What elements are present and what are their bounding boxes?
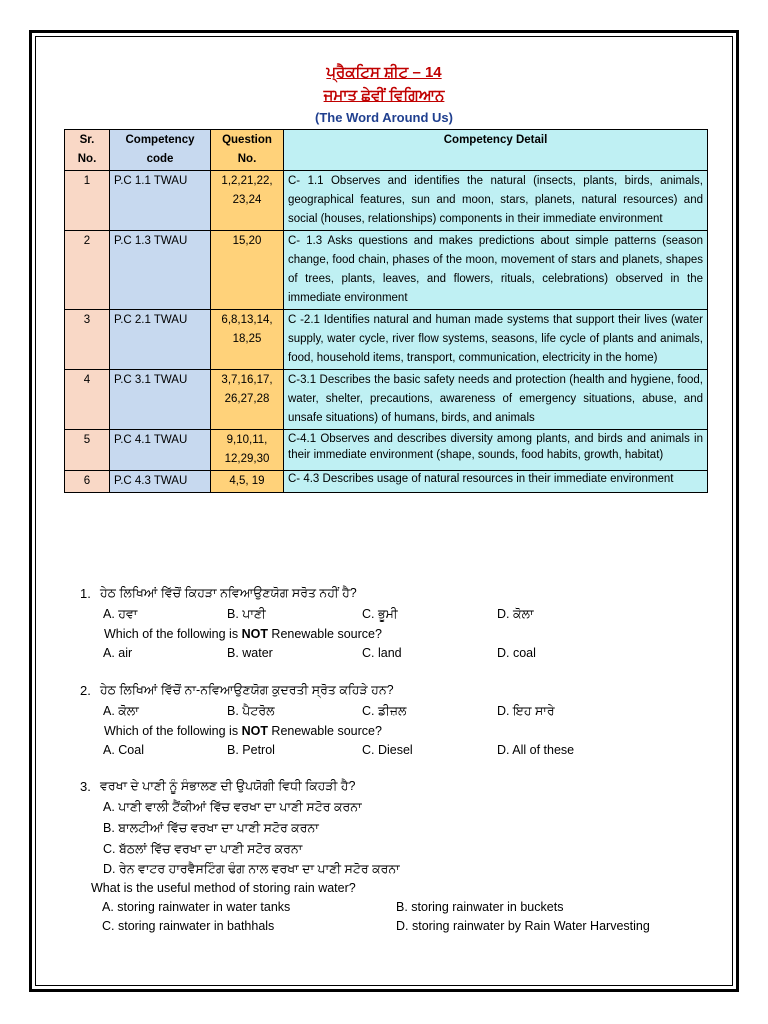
question-1-option-c-english: C. land bbox=[362, 646, 402, 660]
cell-code: P.C 2.1 TWAU bbox=[110, 310, 211, 370]
sheet-title: ਪ੍ਰੈਕਟਿਸ ਸ਼ੀਟ – 14 bbox=[326, 64, 442, 81]
cell-code: P.C 1.3 TWAU bbox=[110, 231, 211, 310]
cell-sr: 3 bbox=[65, 310, 110, 370]
question-3-option-a-punjabi: A. ਪਾਣੀ ਵਾਲੀ ਟੈਂਕੀਆਂ ਵਿੱਚ ਵਰਖਾ ਦਾ ਪਾਣੀ ਸਟੋਰ ਕਰਨਾ bbox=[103, 800, 362, 814]
cell-detail: C- 1.1 Observes and identifies the natural (insects, plants, birds, animals, geographical features, sun and moon, stars, planets, natural resources) and social (houses, relationships) components in their immediate environment bbox=[284, 171, 708, 231]
question-3-text-punjabi: ਵਰਖਾ ਦੇ ਪਾਣੀ ਨੂੰ ਸੰਭਾਲਣ ਦੀ ਉਪਯੋਗੀ ਵਿਧੀ ਕਿਹੜੀ ਹੈ? bbox=[100, 779, 356, 793]
header-competency-detail: Competency Detail bbox=[284, 130, 708, 171]
question-3-option-a-english: A. storing rainwater in water tanks bbox=[102, 900, 291, 914]
question-3-option-d-punjabi: D. ਰੇਨ ਵਾਟਰ ਹਾਰਵੈਸਟਿੰਗ ਢੰਗ ਨਾਲ ਵਰਖਾ ਦਾ ਪਾਣੀ ਸਟੋਰ ਕਰਨਾ bbox=[103, 862, 400, 876]
cell-code: P.C 1.1 TWAU bbox=[110, 171, 211, 231]
question-3-option-b-punjabi: B. ਬਾਲਟੀਆਂ ਵਿੱਚ ਵਰਖਾ ਦਾ ਪਾਣੀ ਸਟੋਰ ਕਰਨਾ bbox=[103, 821, 319, 835]
cell-detail: C-4.1 Observes and describes diversity among plants, and birds and animals in their immediate environment (shape, sounds, food habits, growth, habitat) bbox=[284, 430, 708, 471]
cell-qno: 1,2,21,22, 23,24 bbox=[211, 171, 284, 231]
question-1-option-c-punjabi: C. ਭੂਮੀ bbox=[362, 607, 398, 621]
cell-sr: 2 bbox=[65, 231, 110, 310]
question-2-text-punjabi: ਹੇਠ ਲਿਖਿਆਂ ਵਿੱਚੋਂ ਨਾ-ਨਵਿਆਉਣਯੋਗ ਕੁਦਰਤੀ ਸ੍ਰੋਤ ਕਹਿੜੇ ਹਨ? bbox=[100, 683, 394, 697]
table-row bbox=[65, 171, 708, 231]
question-1-option-d-english: D. coal bbox=[497, 646, 536, 660]
question-2-option-b-english: B. Petrol bbox=[227, 743, 275, 757]
cell-detail: C- 4.3 Describes usage of natural resources in their immediate environment bbox=[284, 471, 708, 493]
question-2-option-a-english: A. Coal bbox=[103, 743, 144, 757]
question-1-number: 1. bbox=[80, 586, 91, 601]
subject-english-title: (The Word Around Us) bbox=[315, 110, 453, 125]
cell-qno: 4,5, 19 bbox=[211, 471, 284, 493]
question-2-option-c-punjabi: C. ਡੀਜ਼ਲ bbox=[362, 704, 407, 718]
competency-table bbox=[64, 129, 708, 493]
question-1-option-a-english: A. air bbox=[103, 646, 133, 660]
question-1-option-b-punjabi: B. ਪਾਣੀ bbox=[227, 607, 266, 621]
table-row bbox=[65, 310, 708, 370]
question-1-text-english: Which of the following is NOT Renewable source? bbox=[104, 627, 382, 641]
cell-detail: C -2.1 Identifies natural and human made systems that support their lives (water supply, water cycle, river flow systems, seasons, life cycle of plants and animals, food, household items, transport, communication, electricity in the home) bbox=[284, 310, 708, 370]
cell-sr: 5 bbox=[65, 430, 110, 471]
question-3-text-english: What is the useful method of storing rain water? bbox=[91, 881, 356, 895]
cell-detail: C-3.1 Describes the basic safety needs and protection (health and hygiene, food, water, shelter, precautions, awareness of emergency situations, abuse, and unsafe situations) of humans, birds, and animals bbox=[284, 370, 708, 430]
cell-sr: 1 bbox=[65, 171, 110, 231]
header-competency-code: Competency code bbox=[110, 130, 211, 171]
cell-sr: 6 bbox=[65, 471, 110, 493]
question-1-option-a-punjabi: A. ਹਵਾ bbox=[103, 607, 138, 621]
cell-code: P.C 3.1 TWAU bbox=[110, 370, 211, 430]
table-row bbox=[65, 231, 708, 310]
cell-qno: 6,8,13,14, 18,25 bbox=[211, 310, 284, 370]
header-question-no: Question No. bbox=[211, 130, 284, 171]
cell-sr: 4 bbox=[65, 370, 110, 430]
question-2-number: 2. bbox=[80, 683, 91, 698]
table-row bbox=[65, 370, 708, 430]
question-2-option-d-punjabi: D. ਇਹ ਸਾਰੇ bbox=[497, 704, 555, 718]
question-3-number: 3. bbox=[80, 779, 91, 794]
cell-qno: 9,10,11, 12,29,30 bbox=[211, 430, 284, 471]
table-header-row bbox=[65, 130, 708, 171]
question-3-option-b-english: B. storing rainwater in buckets bbox=[396, 900, 564, 914]
table-row bbox=[65, 430, 708, 471]
header-sr-no: Sr. No. bbox=[65, 130, 110, 171]
question-3-option-c-punjabi: C. ਬੱਠਲਾਂ ਵਿੱਚ ਵਰਖਾ ਦਾ ਪਾਣੀ ਸਟੋਰ ਕਰਨਾ bbox=[103, 842, 303, 856]
cell-qno: 3,7,16,17, 26,27,28 bbox=[211, 370, 284, 430]
question-1-option-b-english: B. water bbox=[227, 646, 273, 660]
question-2-option-a-punjabi: A. ਕੋਲਾ bbox=[103, 704, 139, 718]
question-3-option-d-english: D. storing rainwater by Rain Water Harvesting bbox=[396, 919, 650, 933]
cell-qno: 15,20 bbox=[211, 231, 284, 310]
question-1-option-d-punjabi: D. ਕੋਲਾ bbox=[497, 607, 534, 621]
question-1-text-punjabi: ਹੇਠ ਲਿਖਿਆਂ ਵਿੱਚੋਂ ਕਿਹੜਾ ਨਵਿਆਉਣਯੋਗ ਸਰੋਤ ਨਹੀਂ ਹੈ? bbox=[100, 586, 357, 600]
question-2-option-b-punjabi: B. ਪੈਟਰੋਲ bbox=[227, 704, 275, 718]
table-row bbox=[65, 471, 708, 493]
class-subject-title: ਜਮਾਤ ਛੇਵੀਂ ਵਿਗਿਆਨ bbox=[323, 87, 445, 104]
question-2-option-c-english: C. Diesel bbox=[362, 743, 413, 757]
question-2-option-d-english: D. All of these bbox=[497, 743, 575, 757]
question-2-text-english: Which of the following is NOT Renewable source? bbox=[104, 724, 382, 738]
cell-code: P.C 4.3 TWAU bbox=[110, 471, 211, 493]
question-3-option-c-english: C. storing rainwater in bathhals bbox=[102, 919, 275, 933]
cell-code: P.C 4.1 TWAU bbox=[110, 430, 211, 471]
cell-detail: C- 1.3 Asks questions and makes predictions about simple patterns (season change, food chain, phases of the moon, movement of stars and planets, shapes of trees, plants, leaves, and flowers, rituals, celebrations) observed in the immediate environment bbox=[284, 231, 708, 310]
